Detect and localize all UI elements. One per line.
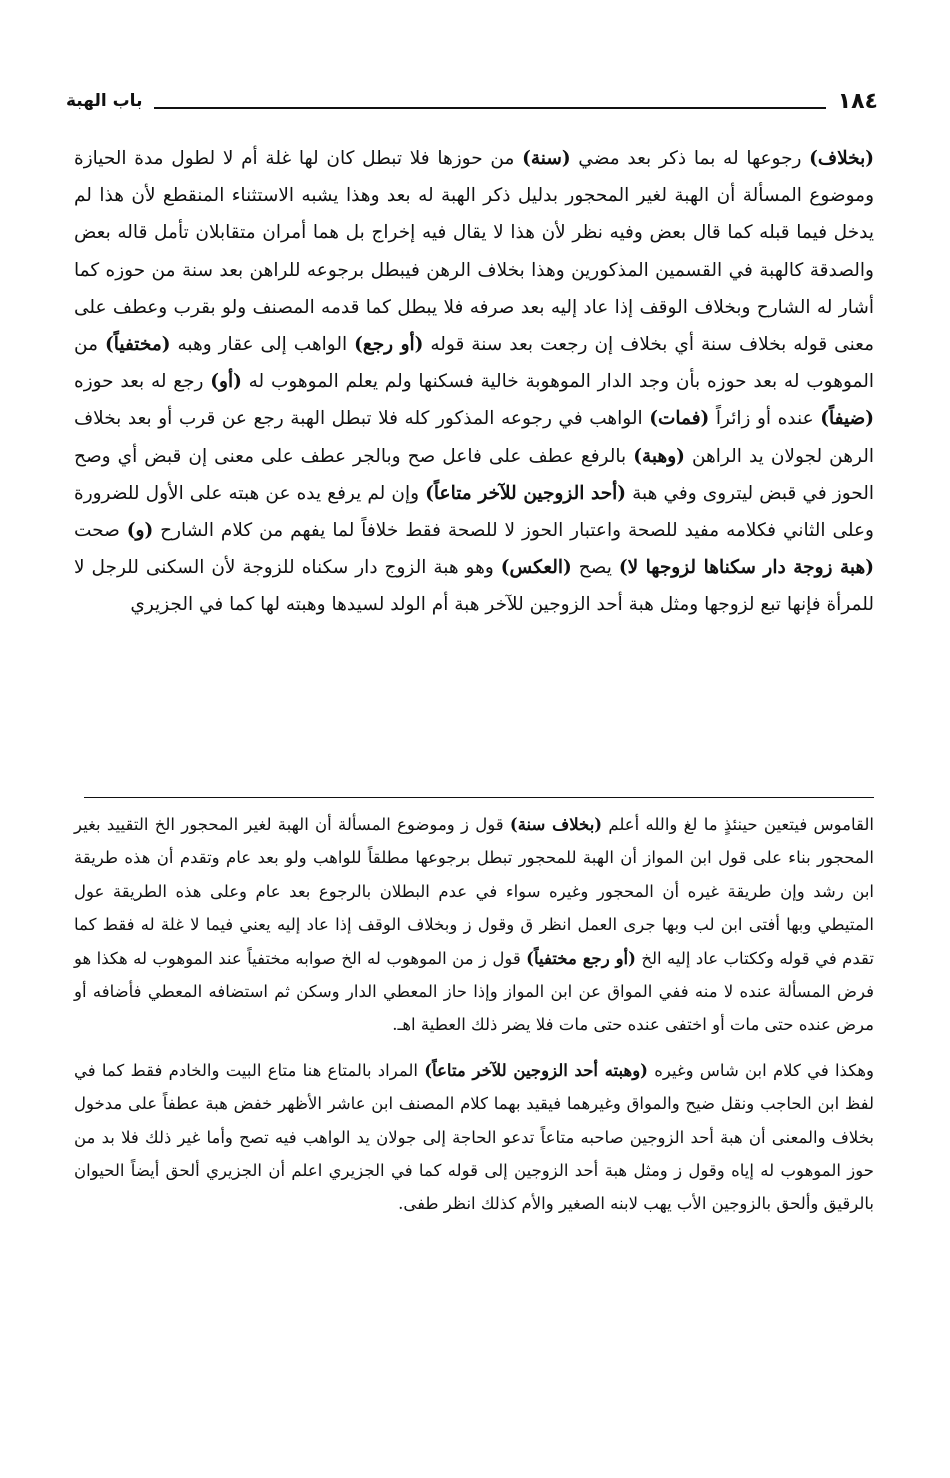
- page-header: [66, 88, 878, 114]
- chapter-title: باب الهبة: [66, 91, 143, 111]
- bold-term: (مختفياً): [104, 334, 171, 356]
- text-run: من حوزها فلا تبطل كان لها غلة أم لا لطول مدة الحيازة وموضوع المسألة أن الهبة لغير المحجور بدليل ذكر الهبة له بعد وهذا يشبه الاستثناء المنقطع لأن هذا لم يدخل فيما قبله كما قال بعض وفيه نظر لأن هذا لا يقال فيه إخراج بل هما أمران متقابلان تأمل قاله بعض والصدقة كالهبة في القسمين المذكورين وهذا بخلاف الرهن فيبطل برجوعه للراهن بعد سنة من حوزه كما أشار له الشارح وبخلاف الوقف إذا عاد إليه بعد صرفه فلا يبطل كما قدمه المصنف ولو بقرب وعطف على معنى قوله بخلاف سنة أي بخلاف إن رجعت بعد سنة قوله: [74, 148, 875, 356]
- text-run: الواهب إلى عقار وهبه: [170, 334, 355, 356]
- page-number: ١٨٤: [837, 88, 878, 114]
- text-run: الواهب في رجوعه المذكور كله فلا تبطل الهبة رجع عن قرب أو بعد بخلاف الرهن لجولان يد الراهن: [74, 408, 874, 467]
- header-rule: [154, 107, 825, 109]
- bold-term: (ضيفاً): [820, 408, 874, 430]
- bold-term: (وهبته أحد الزوجين للآخر متاعاً): [424, 1060, 648, 1080]
- bold-term: (أو رجع مختفياً): [526, 948, 636, 968]
- main-paragraph: [74, 140, 874, 624]
- bold-term: (أو): [210, 371, 242, 393]
- text-run: قول ز من الموهوب له الخ صوابه مختفياً عند الموهوب له هكذا هو فرض المسألة عنده لا منه ففي المواق عن ابن المواز وإذا حاز المعطي الدار وسكن ثم استضافه المعطي فأضافه أو مرض عنده حتى مات أو اختفى عنده حتى مات فلا يضر ذلك العطية اهـ.: [74, 948, 874, 1035]
- bold-term: (بخلاف سنة): [509, 815, 603, 834]
- text-run: من الموهوب له بعد حوزه بأن وجد الدار الموهوبة خالية فسكنها ولم يعلم الموهوب له: [74, 334, 874, 393]
- text-run: المراد بالمتاع هنا متاع البيت والخادم فقط كما في لفظ ابن الحاجب ونقل ضيح والمواق وغيرهما فيقيد بهما كلام المصنف ابن عاشر الأظهر خفض هبة عطفاً على مدخول بخلاف والمعنى أن هبة أحد الزوجين صاحبه متاعاً تدعو الحاجة إلى جولان يد الواهب فيه تصح وأما غير ذلك فلا بد من حوز الموهوب له إياه وقول ز ومثل هبة أحد الزوجين إلى قوله كما في الجزيري اعلم أن الجزيري ألحق أيضاً الحيوان بالرقيق وألحق بالزوجين الأب يهب لابنه الصغير والأم كذلك انظر طفى.: [74, 1060, 874, 1214]
- bold-term: (بخلاف): [809, 148, 874, 169]
- text-run: وهكذا في كلام ابن شاس وغيره: [648, 1060, 875, 1080]
- bold-term: (سنة): [522, 148, 571, 169]
- text-run: رجوعها له بما ذكر بعد مضي: [570, 148, 810, 169]
- text-run: وإن لم يرفع يده عن هبته على الأول للضرورة وعلى الثاني فكلامه مفيد للصحة واعتبار الحوز لا للصحة فقط خلافاً لما يفهم من كلام الشارح: [74, 482, 874, 542]
- text-run: عنده أو زائراً: [709, 408, 821, 430]
- bold-term: (فمات): [649, 408, 710, 430]
- text-run: بالرفع عطف على فاعل صح وبالجر عطف على معنى إن قبض أي وصح الحوز في قبض ليتروى وفي هبة: [74, 445, 874, 504]
- text-run: قول ز وموضوع المسألة أن الهبة لغير المحجور الخ التقييد بغير المحجور بناء على قول ابن المواز أن الهبة للمحجور تبطل برجوعها مطلقاً للواهب ولو بعد عام وتقدم أن هذه طريقة ابن رشد وإن طريقة غيره أن المحجور وغيره سواء في عدم البطلان بالرجوع بعد عام وعلى هذه الطريقة عول المتيطي وبها أفتى ابن لب وبها جرى العمل انظر ق وقول ز وبخلاف الوقف إذا عاد إليه يعني فيما لا غلة له فقط كما تقدم في قوله وككتاب عاد إليه الخ: [74, 815, 874, 968]
- bold-term: (العكس): [500, 557, 572, 579]
- bold-term: (وهبة): [633, 445, 685, 467]
- bold-term: (و): [126, 520, 154, 542]
- main-text: [74, 140, 874, 624]
- bold-term: (أحد الزوجين للآخر متاعاً): [425, 482, 627, 504]
- bold-term: (هبة زوجة دار سكناها لزوجها لا): [618, 557, 874, 579]
- footnote-divider: [84, 797, 874, 798]
- bold-term: (أو رجع): [354, 334, 424, 356]
- footnotes: [74, 808, 874, 1221]
- text-run: القاموس فيتعين حينئذٍ ما لغ والله أعلم: [602, 815, 874, 834]
- text-run: يصح: [571, 557, 619, 579]
- text-run: رجع له بعد حوزه: [74, 371, 211, 393]
- text-run: وهو هبة الزوج دار سكناه للزوجة لأن السكنى للرجل لا للمرأة فإنها تبع لزوجها ومثل هبة أحد الزوجين للآخر هبة أم الولد لسيدها وهبته لها كما في الجزيري: [74, 557, 874, 616]
- text-run: صحت: [74, 520, 127, 542]
- footnote-2: [74, 1054, 874, 1221]
- footnote-1: [74, 808, 874, 1042]
